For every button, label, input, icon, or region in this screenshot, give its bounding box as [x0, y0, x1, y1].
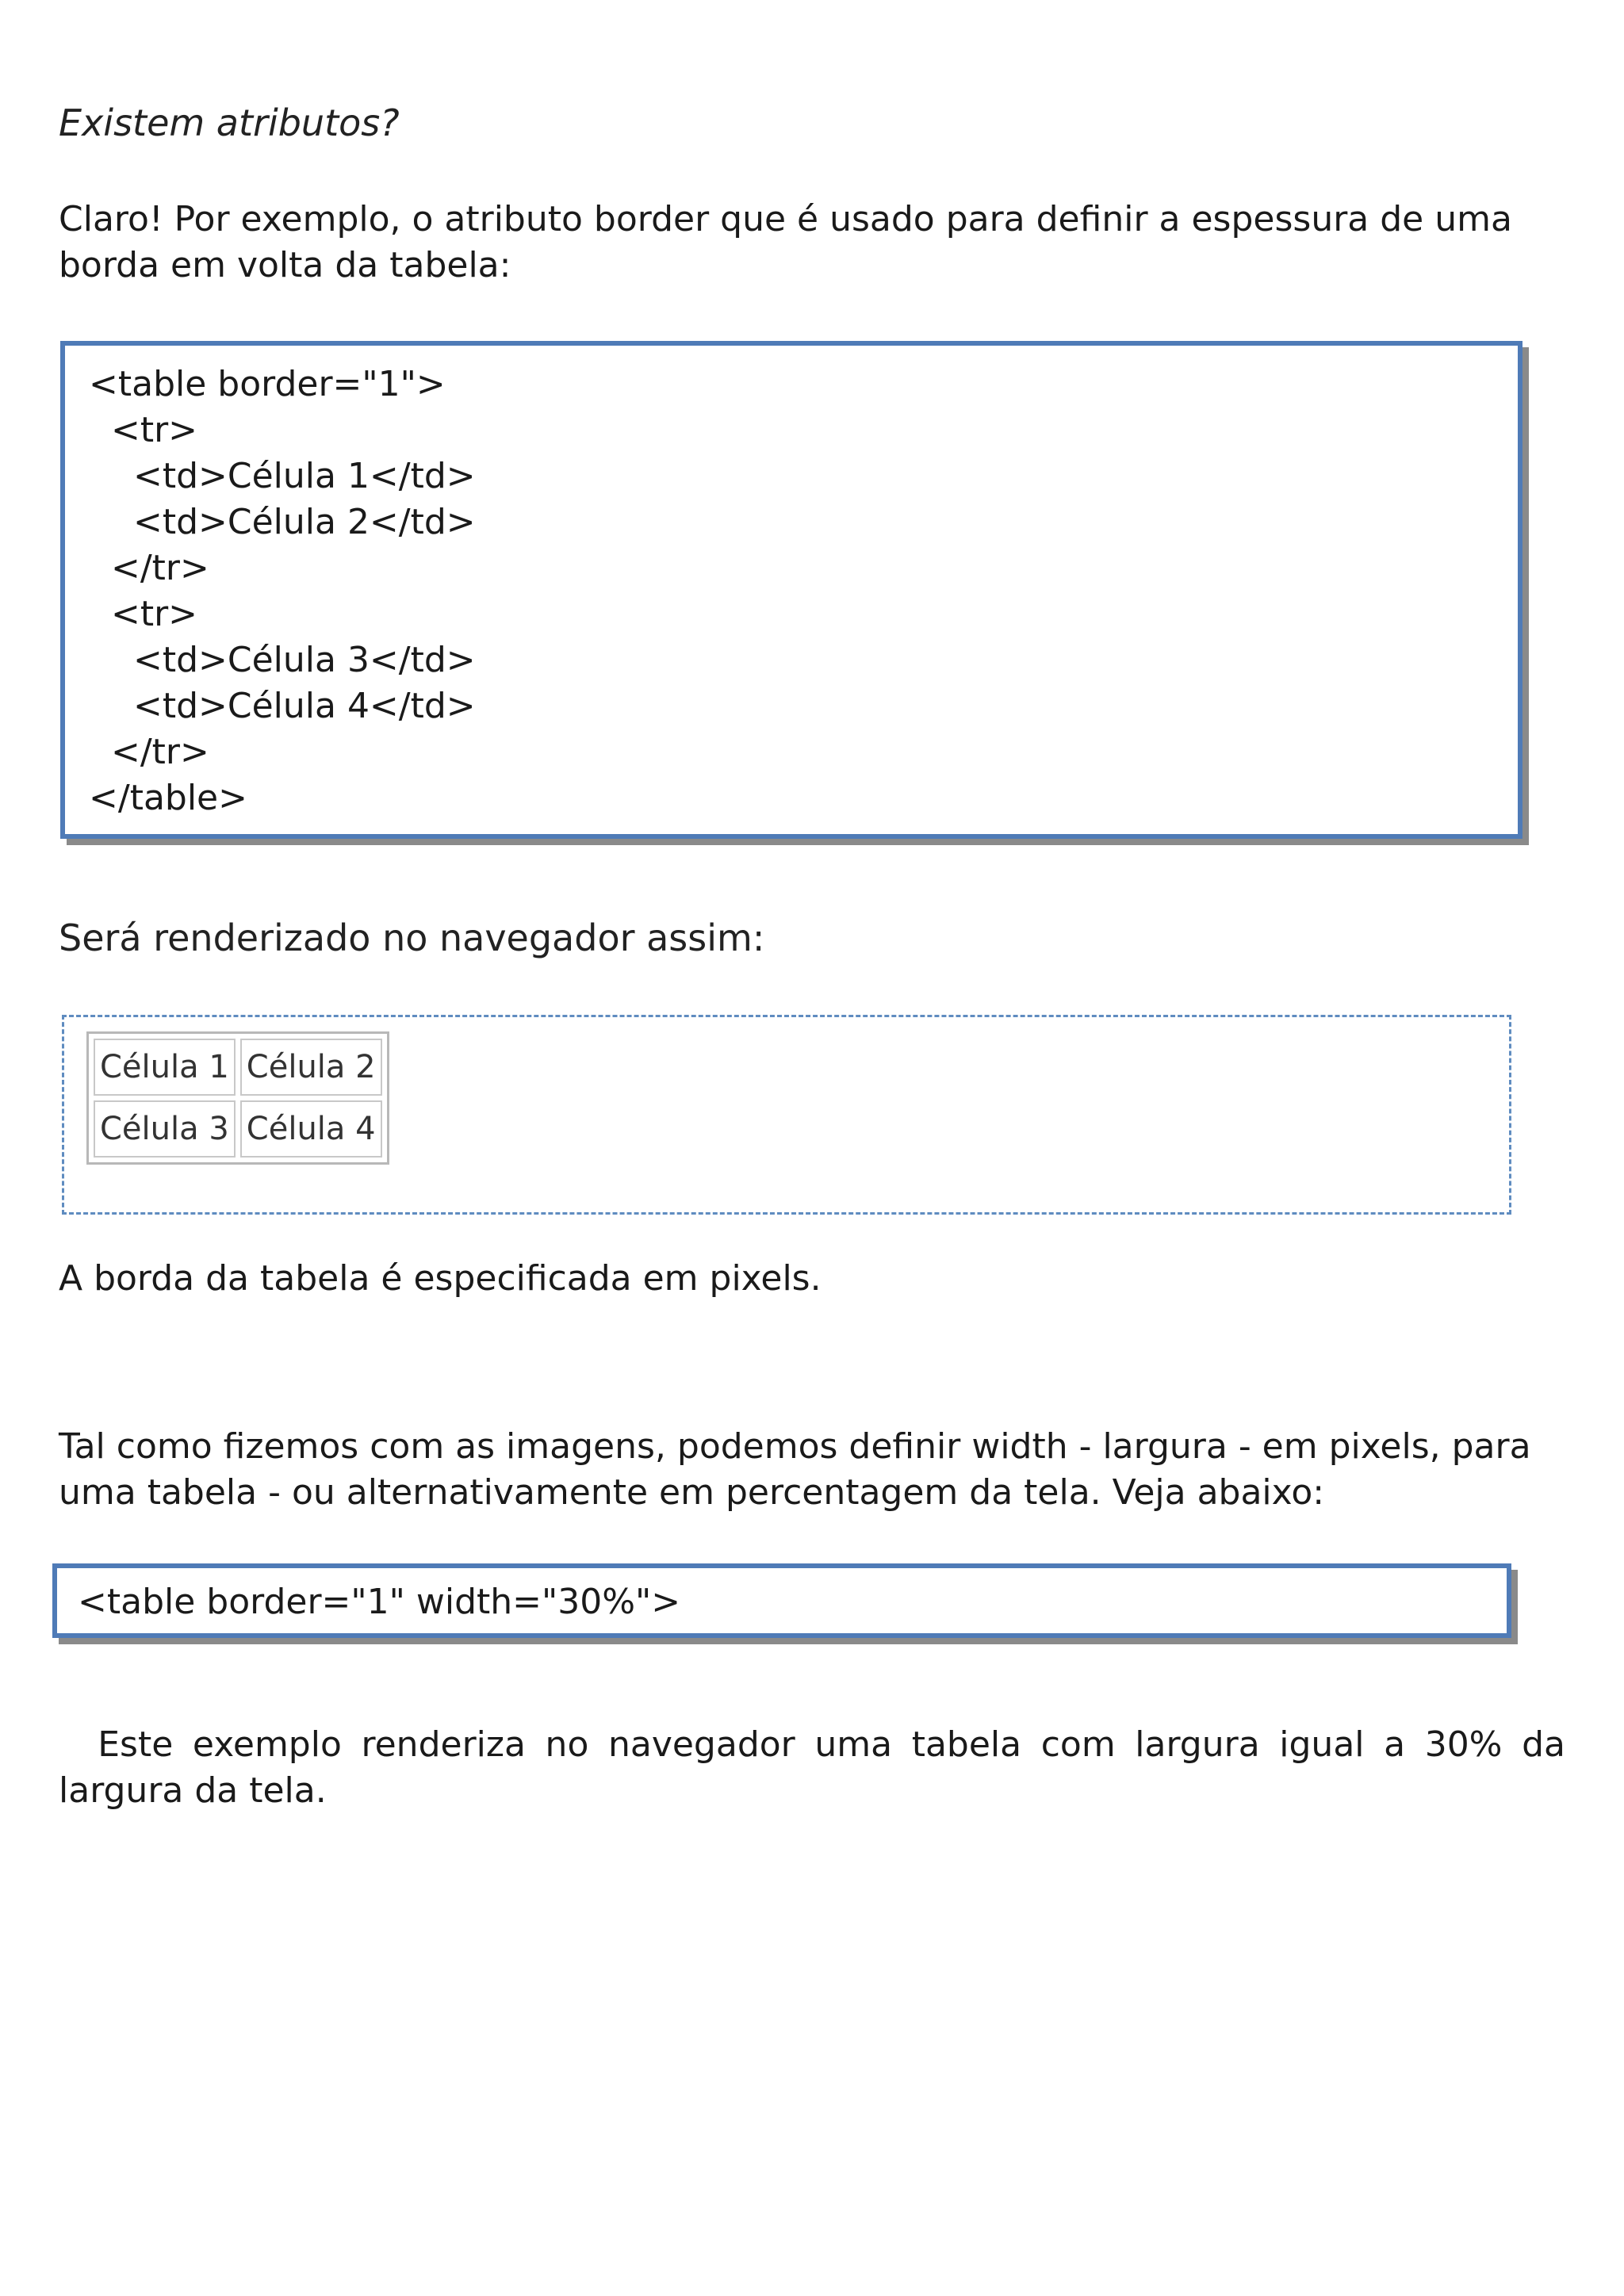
rendered-preview-box	[62, 1015, 1511, 1215]
code-example-box-width	[52, 1563, 1511, 1638]
conclusion-paragraph: Este exemplo renderiza no navegador uma tabela com largura igual a 30% da largura da tela.	[59, 1724, 1576, 1811]
table-cell: Célula 3	[94, 1100, 236, 1158]
table-cell: Célula 1	[94, 1039, 236, 1096]
code-line: <tr>	[89, 594, 198, 634]
code-line: <table border="1" width="30%">	[78, 1582, 681, 1622]
table-cell: Célula 4	[240, 1100, 382, 1158]
rendered-table	[86, 1031, 389, 1165]
border-note: A borda da tabela é especificada em pixels.	[59, 1258, 822, 1299]
table-row	[94, 1100, 382, 1158]
render-label: Será renderizado no navegador assim:	[59, 916, 765, 959]
code-line: </tr>	[89, 548, 209, 588]
section-heading: Existem atributos?	[59, 101, 400, 144]
code-line: </tr>	[89, 732, 209, 772]
code-line: <td>Célula 2</td>	[89, 502, 476, 542]
table-row	[94, 1039, 382, 1096]
code-line: <td>Célula 4</td>	[89, 686, 476, 726]
code-line: <td>Célula 3</td>	[89, 640, 476, 680]
width-paragraph: Tal como fizemos com as imagens, podemos definir width - largura - em pixels, para uma tabela - ou alternativamente em percentagem da tela. Veja abaixo:	[59, 1426, 1531, 1513]
code-example-box	[60, 341, 1522, 839]
intro-paragraph: Claro! Por exemplo, o atributo border que é usado para definir a espessura de uma borda em volta da tabela:	[59, 199, 1512, 285]
table-cell: Célula 2	[240, 1039, 382, 1096]
code-line: <table border="1">	[89, 364, 446, 404]
code-line: <tr>	[89, 410, 198, 450]
code-line: </table>	[89, 778, 247, 818]
code-line: <td>Célula 1</td>	[89, 456, 476, 496]
